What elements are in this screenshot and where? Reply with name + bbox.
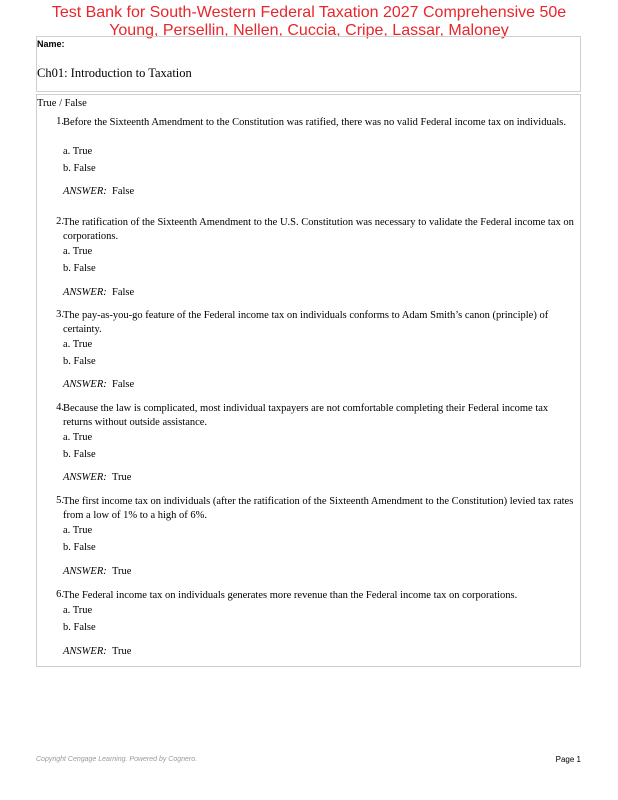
option-a: a. True xyxy=(63,246,93,257)
question-number: 3. xyxy=(56,309,64,320)
answer-label: ANSWER: xyxy=(63,379,107,390)
page-number: Page 1 xyxy=(555,755,581,764)
option-b: b. False xyxy=(63,449,96,460)
header-box xyxy=(36,36,581,92)
answer-label: ANSWER: xyxy=(63,566,107,577)
question-number: 2. xyxy=(56,216,64,227)
chapter-title: Ch01: Introduction to Taxation xyxy=(37,66,192,80)
answer-line xyxy=(63,378,134,392)
answer-label: ANSWER: xyxy=(63,472,107,483)
answer-line xyxy=(63,185,134,199)
banner-line-1: Test Bank for South-Western Federal Taxation 2027 Comprehensive 50e xyxy=(51,4,567,21)
question-text: Before the Sixteenth Amendment to the Constitution was ratified, there was no valid Federal income tax on individuals. xyxy=(63,117,567,128)
answer-line xyxy=(63,565,131,579)
answer-value: True xyxy=(112,646,132,657)
answer-value: False xyxy=(112,287,135,298)
section-label: True / False xyxy=(37,98,87,109)
answer-value: False xyxy=(112,186,135,197)
question-box xyxy=(36,94,581,667)
answer-value: True xyxy=(112,566,132,577)
answer-label: ANSWER: xyxy=(63,287,107,298)
answer-label: ANSWER: xyxy=(63,186,107,197)
option-a: a. True xyxy=(63,146,93,157)
option-b: b. False xyxy=(63,163,96,174)
answer-value: True xyxy=(112,472,132,483)
option-b: b. False xyxy=(63,542,96,553)
option-a: a. True xyxy=(63,432,93,443)
name-label: Name: xyxy=(37,39,65,49)
option-b: b. False xyxy=(63,263,96,274)
question-number: 6. xyxy=(56,589,64,600)
option-a: a. True xyxy=(63,339,93,350)
question-text: The first income tax on individuals (after the ratification of the Sixteenth Amendment to the Constitution) levied tax rates from a low of 1% to a high of 6%. xyxy=(63,496,574,521)
option-a: a. True xyxy=(63,525,93,536)
option-b: b. False xyxy=(63,622,96,633)
question-number: 5. xyxy=(56,495,64,506)
question-number: 1. xyxy=(56,116,64,127)
title-banner xyxy=(0,4,618,40)
banner-line-2: Young, Persellin, Nellen, Cuccia, Cripe, Lassar, Maloney xyxy=(109,22,509,39)
question-text: The pay-as-you-go feature of the Federal income tax on individuals conforms to Adam Smith’s canon (principle) of certainty. xyxy=(63,310,549,335)
question-text: The Federal income tax on individuals generates more revenue than the Federal income tax on corporations. xyxy=(63,590,518,601)
question-text: Because the law is complicated, most individual taxpayers are not comfortable completing their Federal income tax returns without outside assistance. xyxy=(63,403,549,428)
answer-value: False xyxy=(112,379,135,390)
option-a: a. True xyxy=(63,605,93,616)
option-b: b. False xyxy=(63,356,96,367)
copyright-text: Copyright Cengage Learning. Powered by Cognero. xyxy=(36,756,198,763)
question-text: The ratification of the Sixteenth Amendment to the U.S. Constitution was necessary to validate the Federal income tax on corporations. xyxy=(63,217,574,242)
answer-line xyxy=(63,645,131,659)
question-number: 4. xyxy=(56,402,64,413)
answer-line xyxy=(63,471,131,485)
answer-label: ANSWER: xyxy=(63,646,107,657)
answer-line xyxy=(63,286,134,300)
